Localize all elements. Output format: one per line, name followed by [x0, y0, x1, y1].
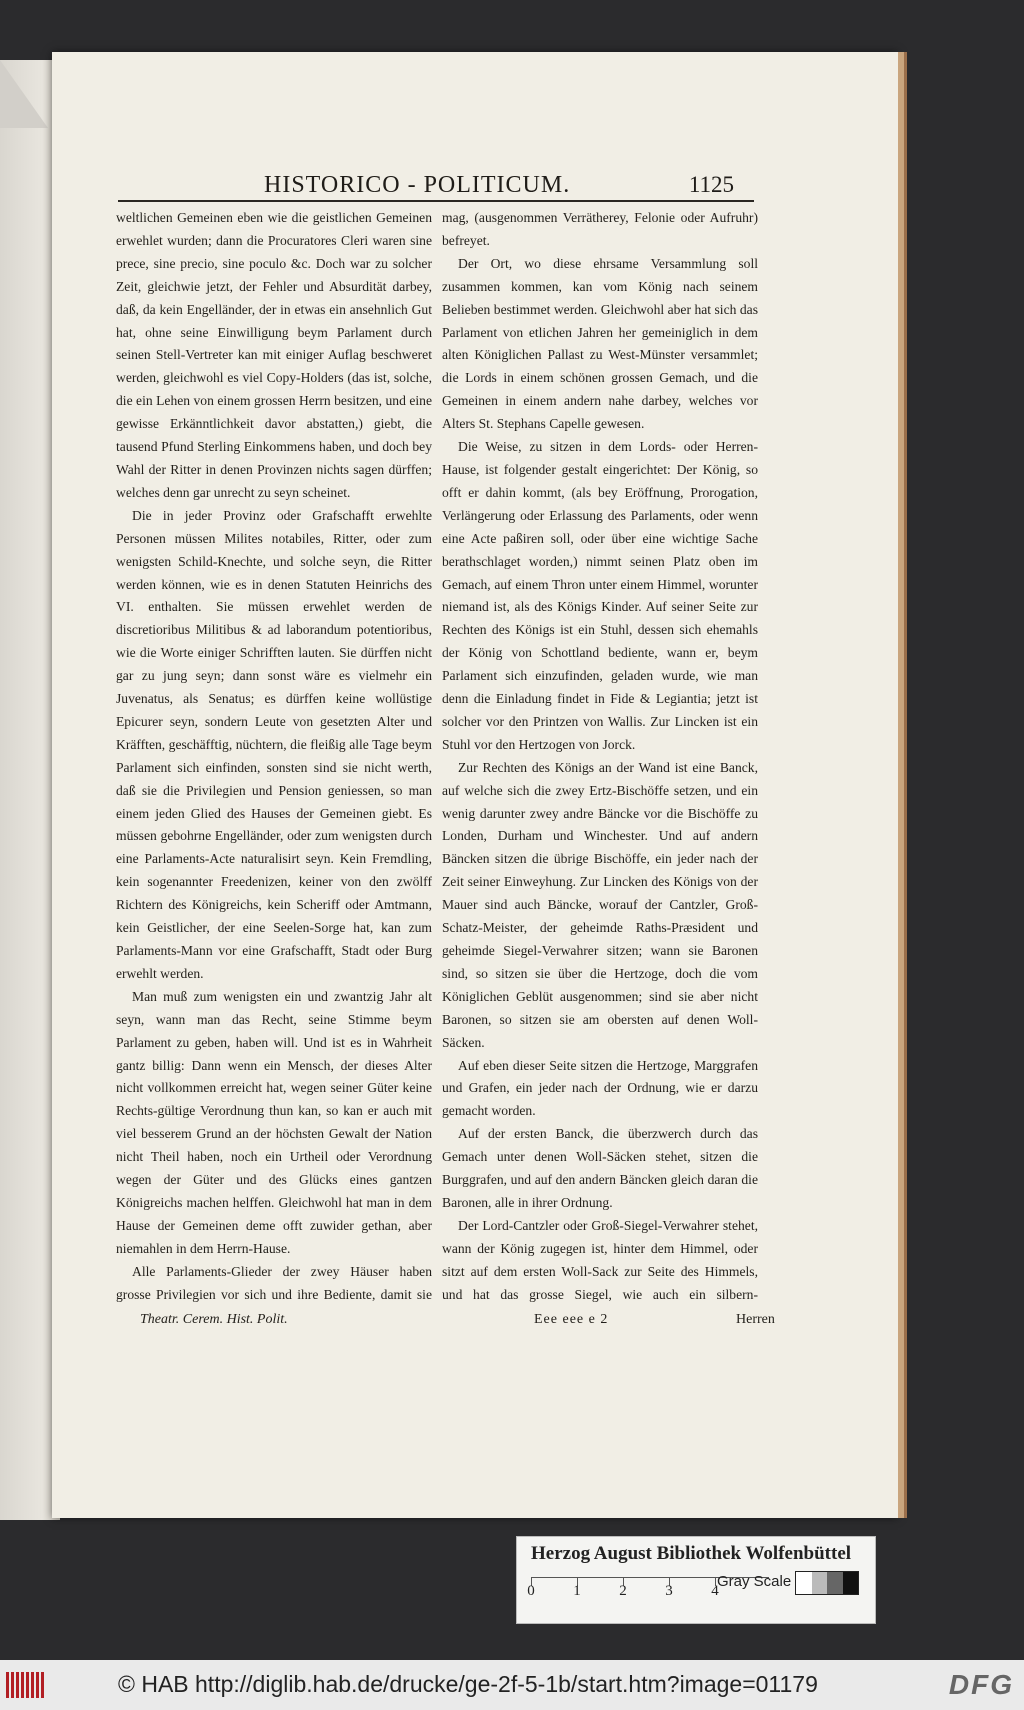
copyright-url[interactable]: © HAB http://diglib.hab.de/drucke/ge-2f-5-1b/start.htm?image=01179 [118, 1671, 818, 1697]
paragraph: Alle Parlaments-Glieder der zwey Häuser haben grosse Privilegien vor sich und ihre Bediente, damit sie [116, 1263, 432, 1302]
paragraph: weltlichen Gemeinen eben wie die geistlichen Gemeinen erwehlet wurden; dann die Procuratores Cleri waren sine prece, sine precio, sine poculo &c. Doch war zu solcher Zeit, gleichwie jetzt, der Fehler und Absurdität darbey, daß, da kein Engelländer, der in etwas ein ansehnlich Gut hat, ohne seine Einwilligung beym Parlament durch seinen Stell-Vertreter kan mit einiger Auflag beschweret werden, gleichwohl es viel Copy-Holders (das ist, solche, die ein Lehen von einem grossen Herrn besitzen, und eine gewisse Erkänntlichkeit davor abstatten,) giebt, die tausend Pfund Sterling Einkommens haben, und doch bey Wahl der Ritter in denen Provinzen nichts sagen dürffen; welches denn gar unrecht zu seyn scheinet. [116, 210, 432, 500]
paragraph: Zur Rechten des Königs an der Wand ist eine Banck, auf welche sich die zwey Ertz-Bischöffe setzen, und ein wenig darunter zwey andre Bäncke vor die Bischöffe zu Londen, Durham und Winchester. Und auf andern Bäncken sitzen die übrige Bischöffe, ein jeder nach der Zeit seiner Einweyhung. Zur Lincken des Königs von der Mauer sind auch Bäncke, worauf der Cantzler, Groß-Schatz-Meister, der geheimde Raths-Præsident und geheimde Siegel-Verwahrer sitzen; wann sie Baronen sind, so sitzen sie über die Hertzoge, doch die vom Königlichen Geblüt ausgenommen; sind sie aber nicht Baronen, so sitzen sie am obersten auf denen Woll-Säcken. [442, 759, 758, 1050]
bottom-bar [0, 1660, 1024, 1710]
running-title: HISTORICO - POLITICUM. [264, 172, 571, 198]
ruler-label: 1 [573, 1583, 581, 1599]
running-head [264, 172, 734, 202]
header-rule [118, 200, 754, 202]
paragraph: Die in jeder Provinz oder Grafschafft erwehlte Personen müssen Milites notabiles, Ritter, oder zum wenigsten Schild-Knechte, und solche seyn, die Ritter werden können, wie es in denen Statuten Heinrichs des VI. enthalten. Sie müssen erwehlet werden de discretioribus Militibus & ad laborandum potentioribus, wie die Worte einiger Schrifften lauten. Sie dürffen nicht gar zu jung seyn; dann sonst wäre es vielmehr ein Juvenatus, als Senatus; es dürffen keine wollüstige Epicurer seyn, sondern Leute von gesetzten Alter und Kräfften, geschäfftig, nüchtern, die fleißig alle Tage beym Parlament sich einfinden, sonsten sind sie nicht werth, daß sie die Privilegien und Pension geniessen, so man einem jeden Glied des Hauses der Gemeinen giebt. Es müssen gebohrne Engelländer, oder zum wenigsten durch eine Parlaments-Acte naturalisirt seyn. Kein Fremdling, kein sogenannter Freedenizen, keiner von den zwölff Richtern des Königreichs, kein Scheriff oder Amtmann, kein Geistlicher, der eine Seelen-Sorge hat, kan zum Parlaments-Mann vor eine Grafschafft, Stadt oder Burg erwehlt werden. [116, 507, 432, 981]
text-column-left [116, 207, 432, 1307]
paragraph: Auf der ersten Banck, die überzwerch durch das Gemach unter denen Woll-Säcken stehet, sitzen die Burggrafen, und auf den andern Bäncken gleich daran die Baronen, alle in ihrer Ordnung. [442, 1126, 758, 1210]
gray-scale-swatch [795, 1571, 859, 1595]
paragraph: Der Lord-Cantzler oder Groß-Siegel-Verwahrer stehet, wann der König zugegen ist, hinter dem Himmel, oder sitzt auf dem ersten Woll-Sack zur Seite des Himmels, und hat das grosse Siegel, wie auch ein silbern- [442, 1217, 758, 1302]
paragraph: mag, (ausgenommen Verrätherey, Felonie oder Aufruhr) befreyet. [442, 210, 758, 248]
paragraph: Auf eben dieser Seite sitzen die Hertzoge, Marggrafen und Grafen, ein jeder nach der Ordnung, wie er darzu gemacht worden. [442, 1057, 758, 1119]
paragraph: Man muß zum wenigsten ein und zwantzig Jahr alt seyn, wann man das Recht, seine Stimme beym Parlament zu geben, haben will. Und ist es in Wahrheit gantz billig: Dann wenn ein Mensch, der dieses Alter nicht vollkommen erreicht hat, wegen seiner Güter keine Rechts-gültige Verordnung thun kan, so kan er auch mit viel besserem Grund an der höchsten Gewalt der Nation nicht Theil haben, noch ein Urtheil oder Verordnung wegen der Güter und des Glücks eines gantzen Königreichs machen helffen. Gleichwohl hat man in dem Hause der Gemeinen deme offt zuwider gethan, aber niemahlen in dem Herrn-Hause. [116, 988, 432, 1256]
page-number: 1125 [688, 172, 734, 197]
footer-source: Theatr. Cerem. Hist. Polit. [140, 1312, 288, 1327]
color-scale-card [516, 1536, 876, 1624]
catchword: Herren [736, 1312, 775, 1327]
ruler-label: 2 [619, 1583, 627, 1599]
facing-page-edge [0, 60, 60, 1520]
ruler-label: 0 [527, 1583, 535, 1599]
text-column-right [442, 207, 758, 1307]
gray-scale-label: Gray Scale [717, 1573, 792, 1590]
ruler-label: 3 [665, 1583, 673, 1599]
dfg-logo: DFG [948, 1669, 1014, 1700]
ruler-label: 4 [711, 1583, 719, 1599]
paragraph: Der Ort, wo diese ehrsame Versammlung soll zusammen kommen, kan vom König nach seinem Belieben bestimmet werden. Gleichwohl aber hat sich das Parlament von etlichen Jahren her gemeiniglich in dem alten Königlichen Pallast zu West-Münster versammlet; die Lords in einem schönen grossen Gemach, und die Gemeinen in einem andern nahe darbey, welches vor Alters St. Stephans Capelle gewesen. [442, 255, 758, 432]
hab-barcode-icon [6, 1672, 44, 1698]
page-corner [0, 60, 48, 128]
paragraph: Die Weise, zu sitzen in dem Lords- oder Herren-Hause, ist folgender gestalt eingerichtet: Der König, so offt er dahin kommt, (als bey Eröffnung, Prorogation, Verlängerung oder Erlassung des Parlaments, oder wenn eine Acte paßiren soll, oder über eine wichtige Sache berathschlaget worden,) nimmt seinen Platz oben im Gemach, auf einem Thron unter einem Himmel, worunter niemand ist, als des Königs Kinder. Auf seiner Seite zur Rechten des Königs ist ein Stuhl, dessen sich ehemahls der König von Schottland bediente, wann er, beym Parlament sich einzufinden, geladen wurde, wie man denn die Einladung findet in Fide & Legiantia; jetzt ist solcher vor den Printzen von Wallis. Zur Lincken ist ein Stuhl vor den Hertzogen von Jorck. [442, 439, 758, 752]
library-name: Herzog August Bibliothek Wolfenbüttel [531, 1543, 852, 1564]
signature-mark: Eee eee e 2 [534, 1312, 609, 1327]
